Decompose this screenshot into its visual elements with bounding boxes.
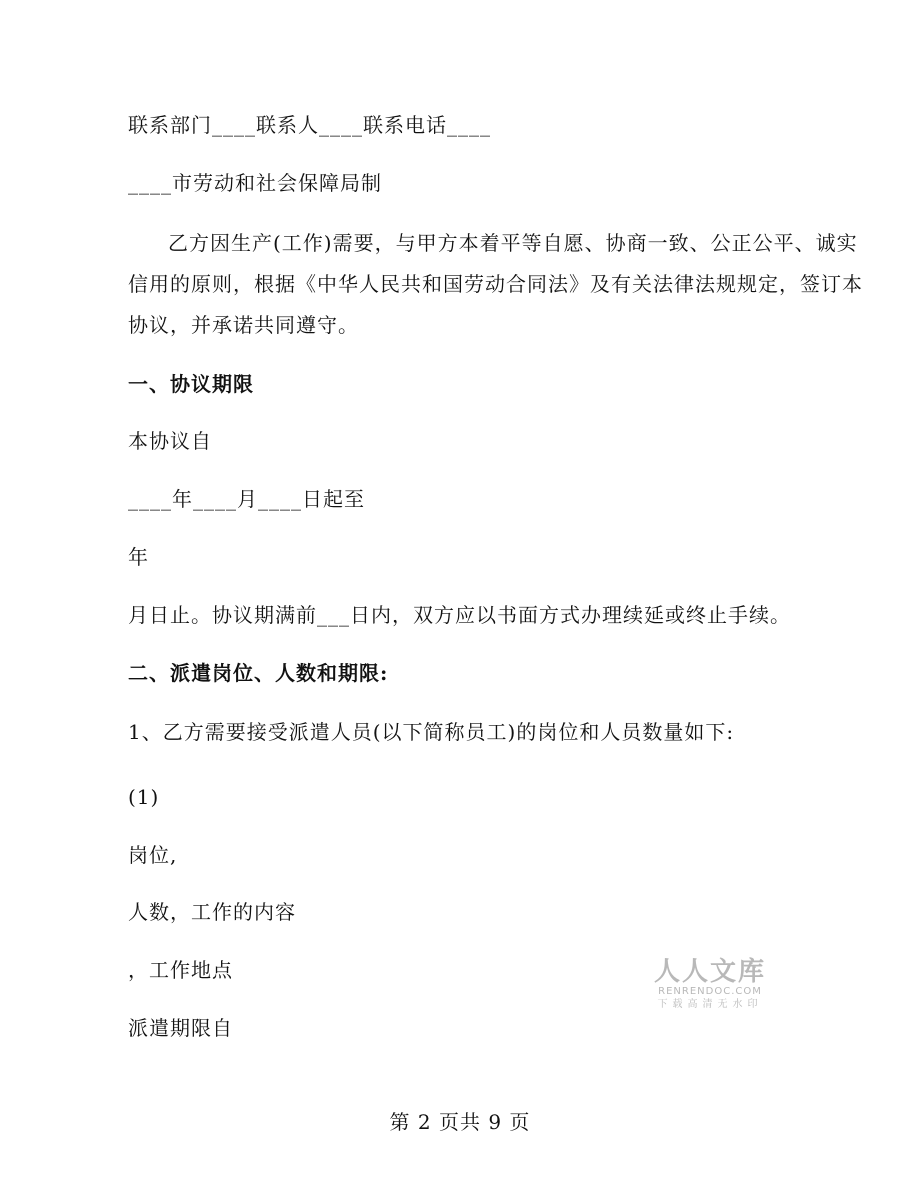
period-label: 派遣期限自 [128, 1016, 233, 1040]
intro-line-2: 信用的原则，根据《中华人民共和国劳动合同法》及有关法律法规规定，签订本 [128, 272, 863, 296]
term-year: 年 [128, 545, 149, 569]
section2-heading: 二、派遣岗位、人数和期限: [128, 661, 389, 685]
watermark-domain: RENRENDOC.COM [658, 986, 762, 997]
intro-line-1: 乙方因生产(工作)需要，与甲方本着平等自愿、协商一致、公正公平、诚实 [168, 231, 858, 255]
intro-line-3: 协议，并承诺共同遵守。 [128, 313, 359, 337]
term-end-line: 月日止。协议期满前___日内，双方应以书面方式办理续延或终止手续。 [128, 603, 791, 627]
item1-line: 1、乙方需要接受派遣人员(以下简称员工)的岗位和人员数量如下: [128, 720, 735, 744]
post-label: 岗位, [128, 843, 178, 867]
term-start-label: 本协议自 [128, 429, 212, 453]
section1-heading: 一、协议期限 [128, 372, 254, 396]
contact-line: 联系部门____联系人____联系电话____ [128, 113, 491, 137]
count-label: 人数，工作的内容 [128, 900, 296, 924]
watermark-title: 人人文库 [653, 957, 766, 987]
location-label: ，工作地点 [128, 958, 233, 982]
item1-sub: (1) [128, 785, 160, 809]
page-footer: 第 2 页共 9 页 [389, 1110, 531, 1134]
intro-paragraph [128, 223, 863, 346]
watermark-subtitle: 下载高清无水印 [657, 999, 763, 1010]
term-date-line: ____年____月____日起至 [128, 487, 365, 511]
issuer-line: ____市劳动和社会保障局制 [128, 171, 382, 195]
watermark [640, 958, 780, 1012]
